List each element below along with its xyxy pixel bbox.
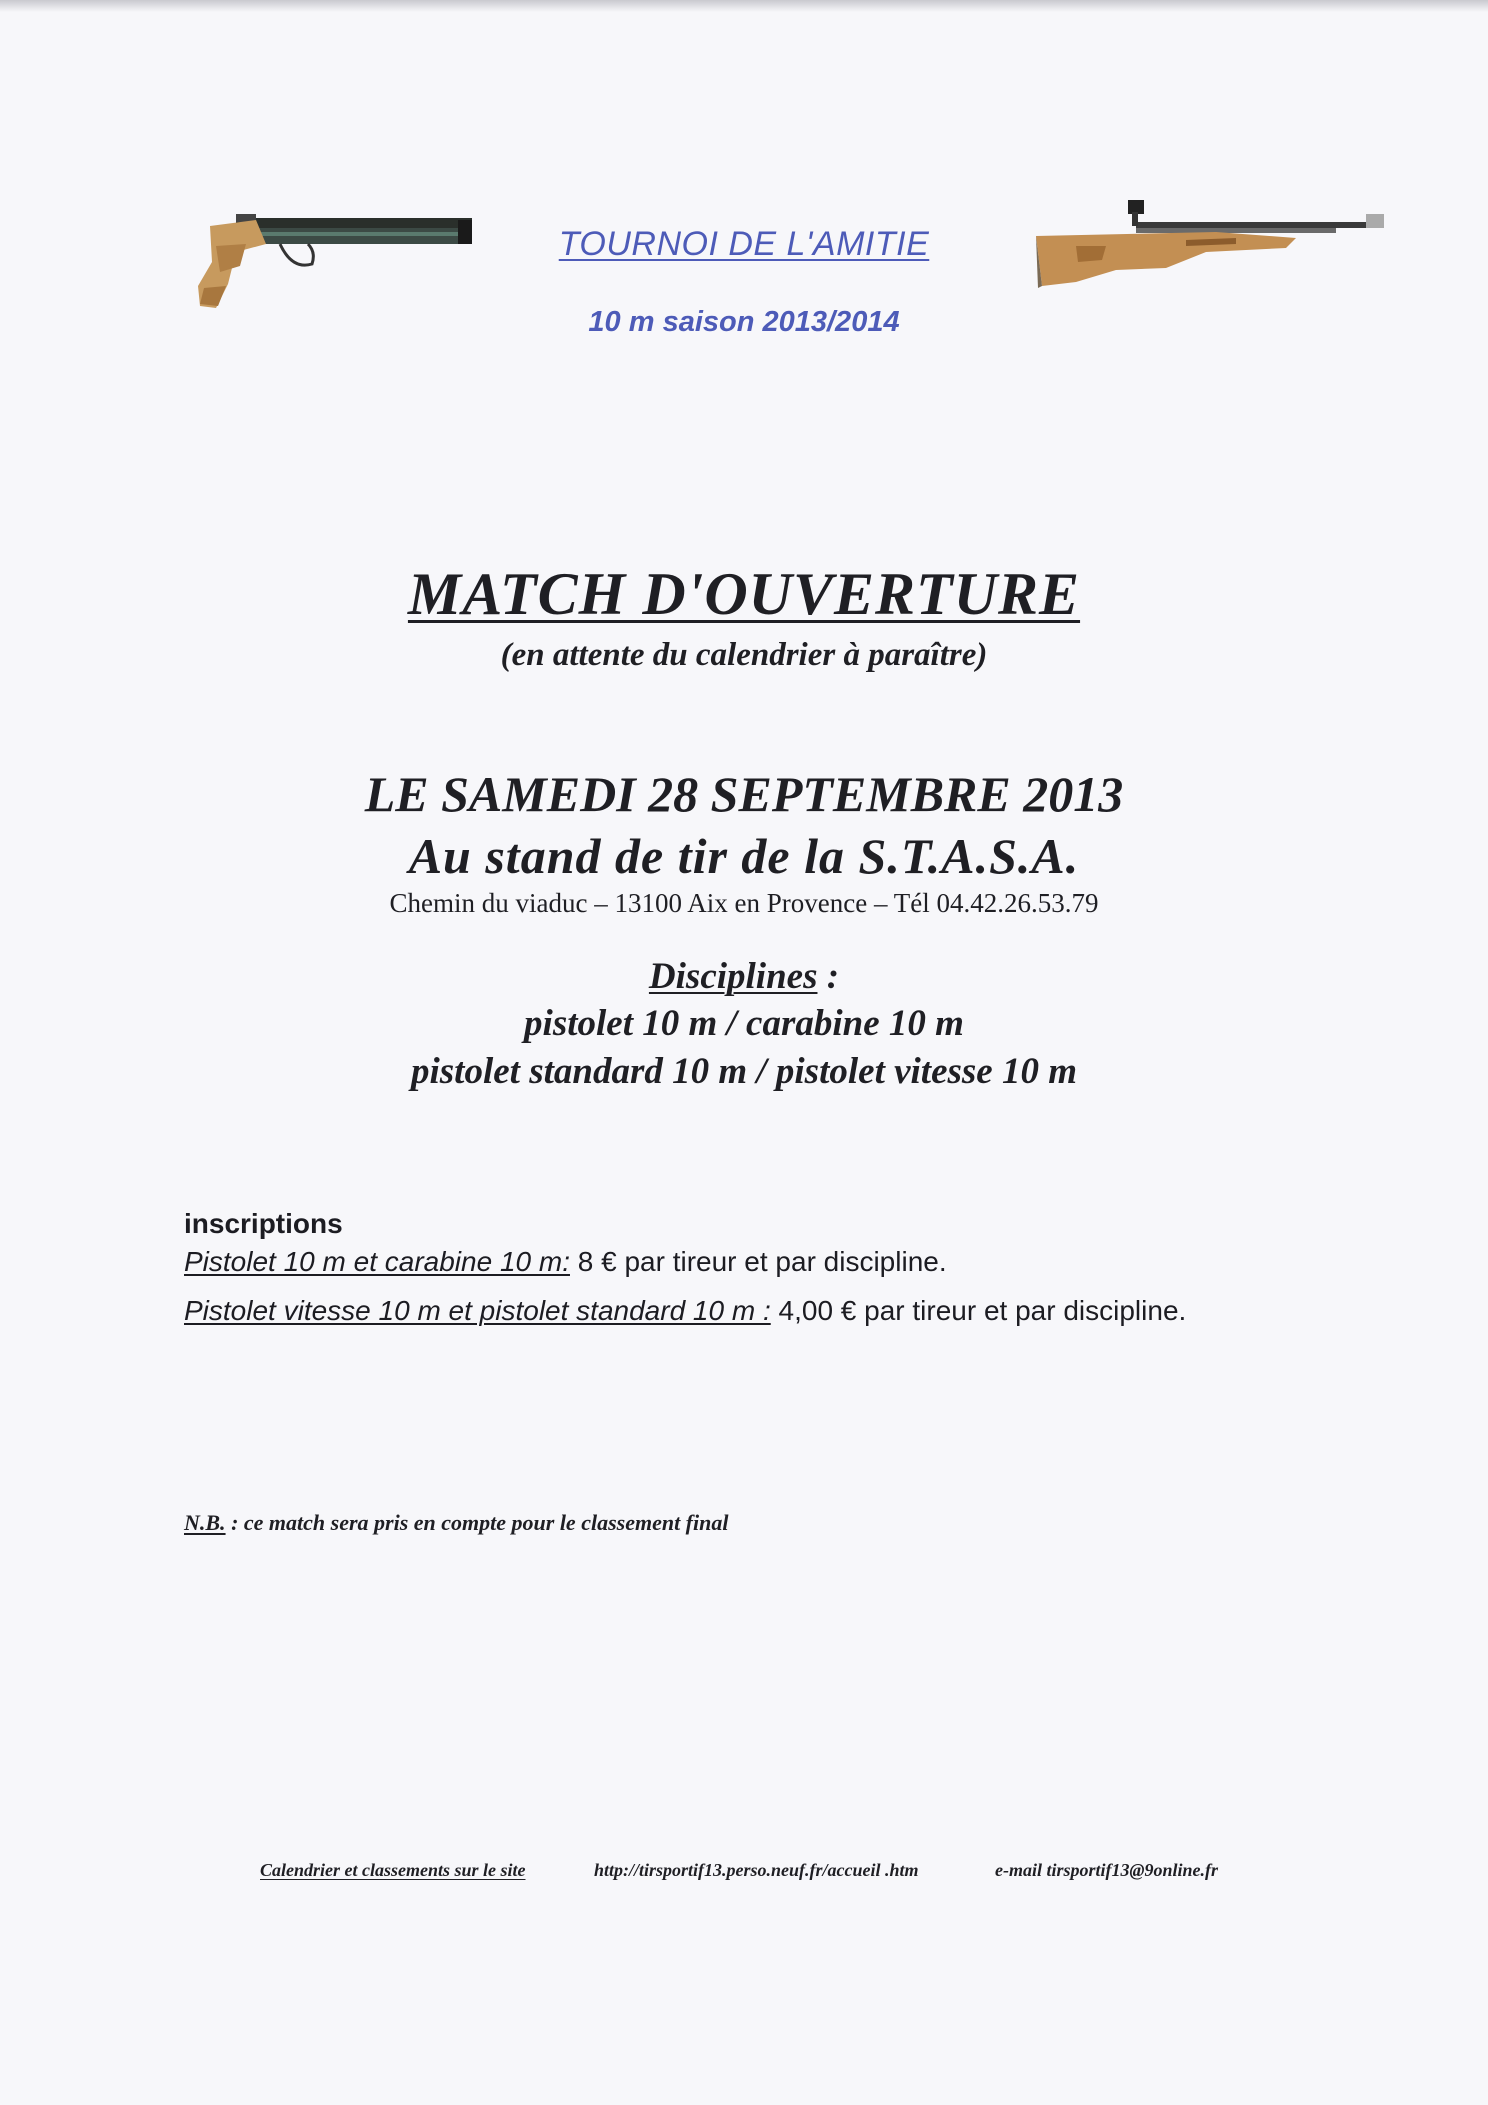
disciplines-heading-suffix: : (817, 956, 840, 997)
note-text: : ce match sera pris en compte pour le classement final (225, 1510, 729, 1535)
footer-email[interactable]: e-mail tirsportif13@9online.fr (995, 1860, 1218, 1880)
event-venue: Au stand de tir de la S.T.A.S.A. (408, 828, 1080, 884)
match-title: MATCH D'OUVERTURE (407, 561, 1081, 627)
disciplines-line-2: pistolet standard 10 m / pistolet vitesse 10 m (411, 1051, 1077, 1092)
disciplines-line-1: pistolet 10 m / carabine 10 m (524, 1003, 964, 1044)
event-address: Chemin du viaduc – 13100 Aix en Provence – Tél 04.42.26.53.79 (389, 888, 1099, 918)
inscription-row (184, 1295, 1186, 1327)
tournament-title: TOURNOI DE L'AMITIE (558, 225, 930, 263)
inscription-row (184, 1246, 947, 1278)
inscription-label: Pistolet vitesse 10 m et pistolet standard 10 m : (184, 1295, 771, 1326)
disciplines-heading (0, 955, 1488, 998)
match-subtitle: (en attente du calendrier à paraître) (500, 637, 988, 673)
scan-edge (0, 0, 1488, 12)
inscription-price: 4,00 € par tireur et par discipline. (770, 1295, 1187, 1326)
inscription-price: 8 € par tireur et par discipline. (569, 1246, 947, 1277)
note-label: N.B. (184, 1510, 226, 1535)
note (184, 1510, 728, 1536)
disciplines-heading-label: Disciplines (648, 956, 818, 997)
footer-site-label: Calendrier et classements sur le site (260, 1860, 526, 1880)
season-subtitle: 10 m saison 2013/2014 (588, 306, 900, 338)
footer-url-link[interactable]: http://tirsportif13.perso.neuf.fr/accueil .htm (594, 1860, 919, 1880)
event-date: LE SAMEDI 28 SEPTEMBRE 2013 (364, 766, 1124, 822)
inscription-label: Pistolet 10 m et carabine 10 m: (184, 1246, 570, 1277)
inscriptions-heading: inscriptions (184, 1208, 343, 1239)
